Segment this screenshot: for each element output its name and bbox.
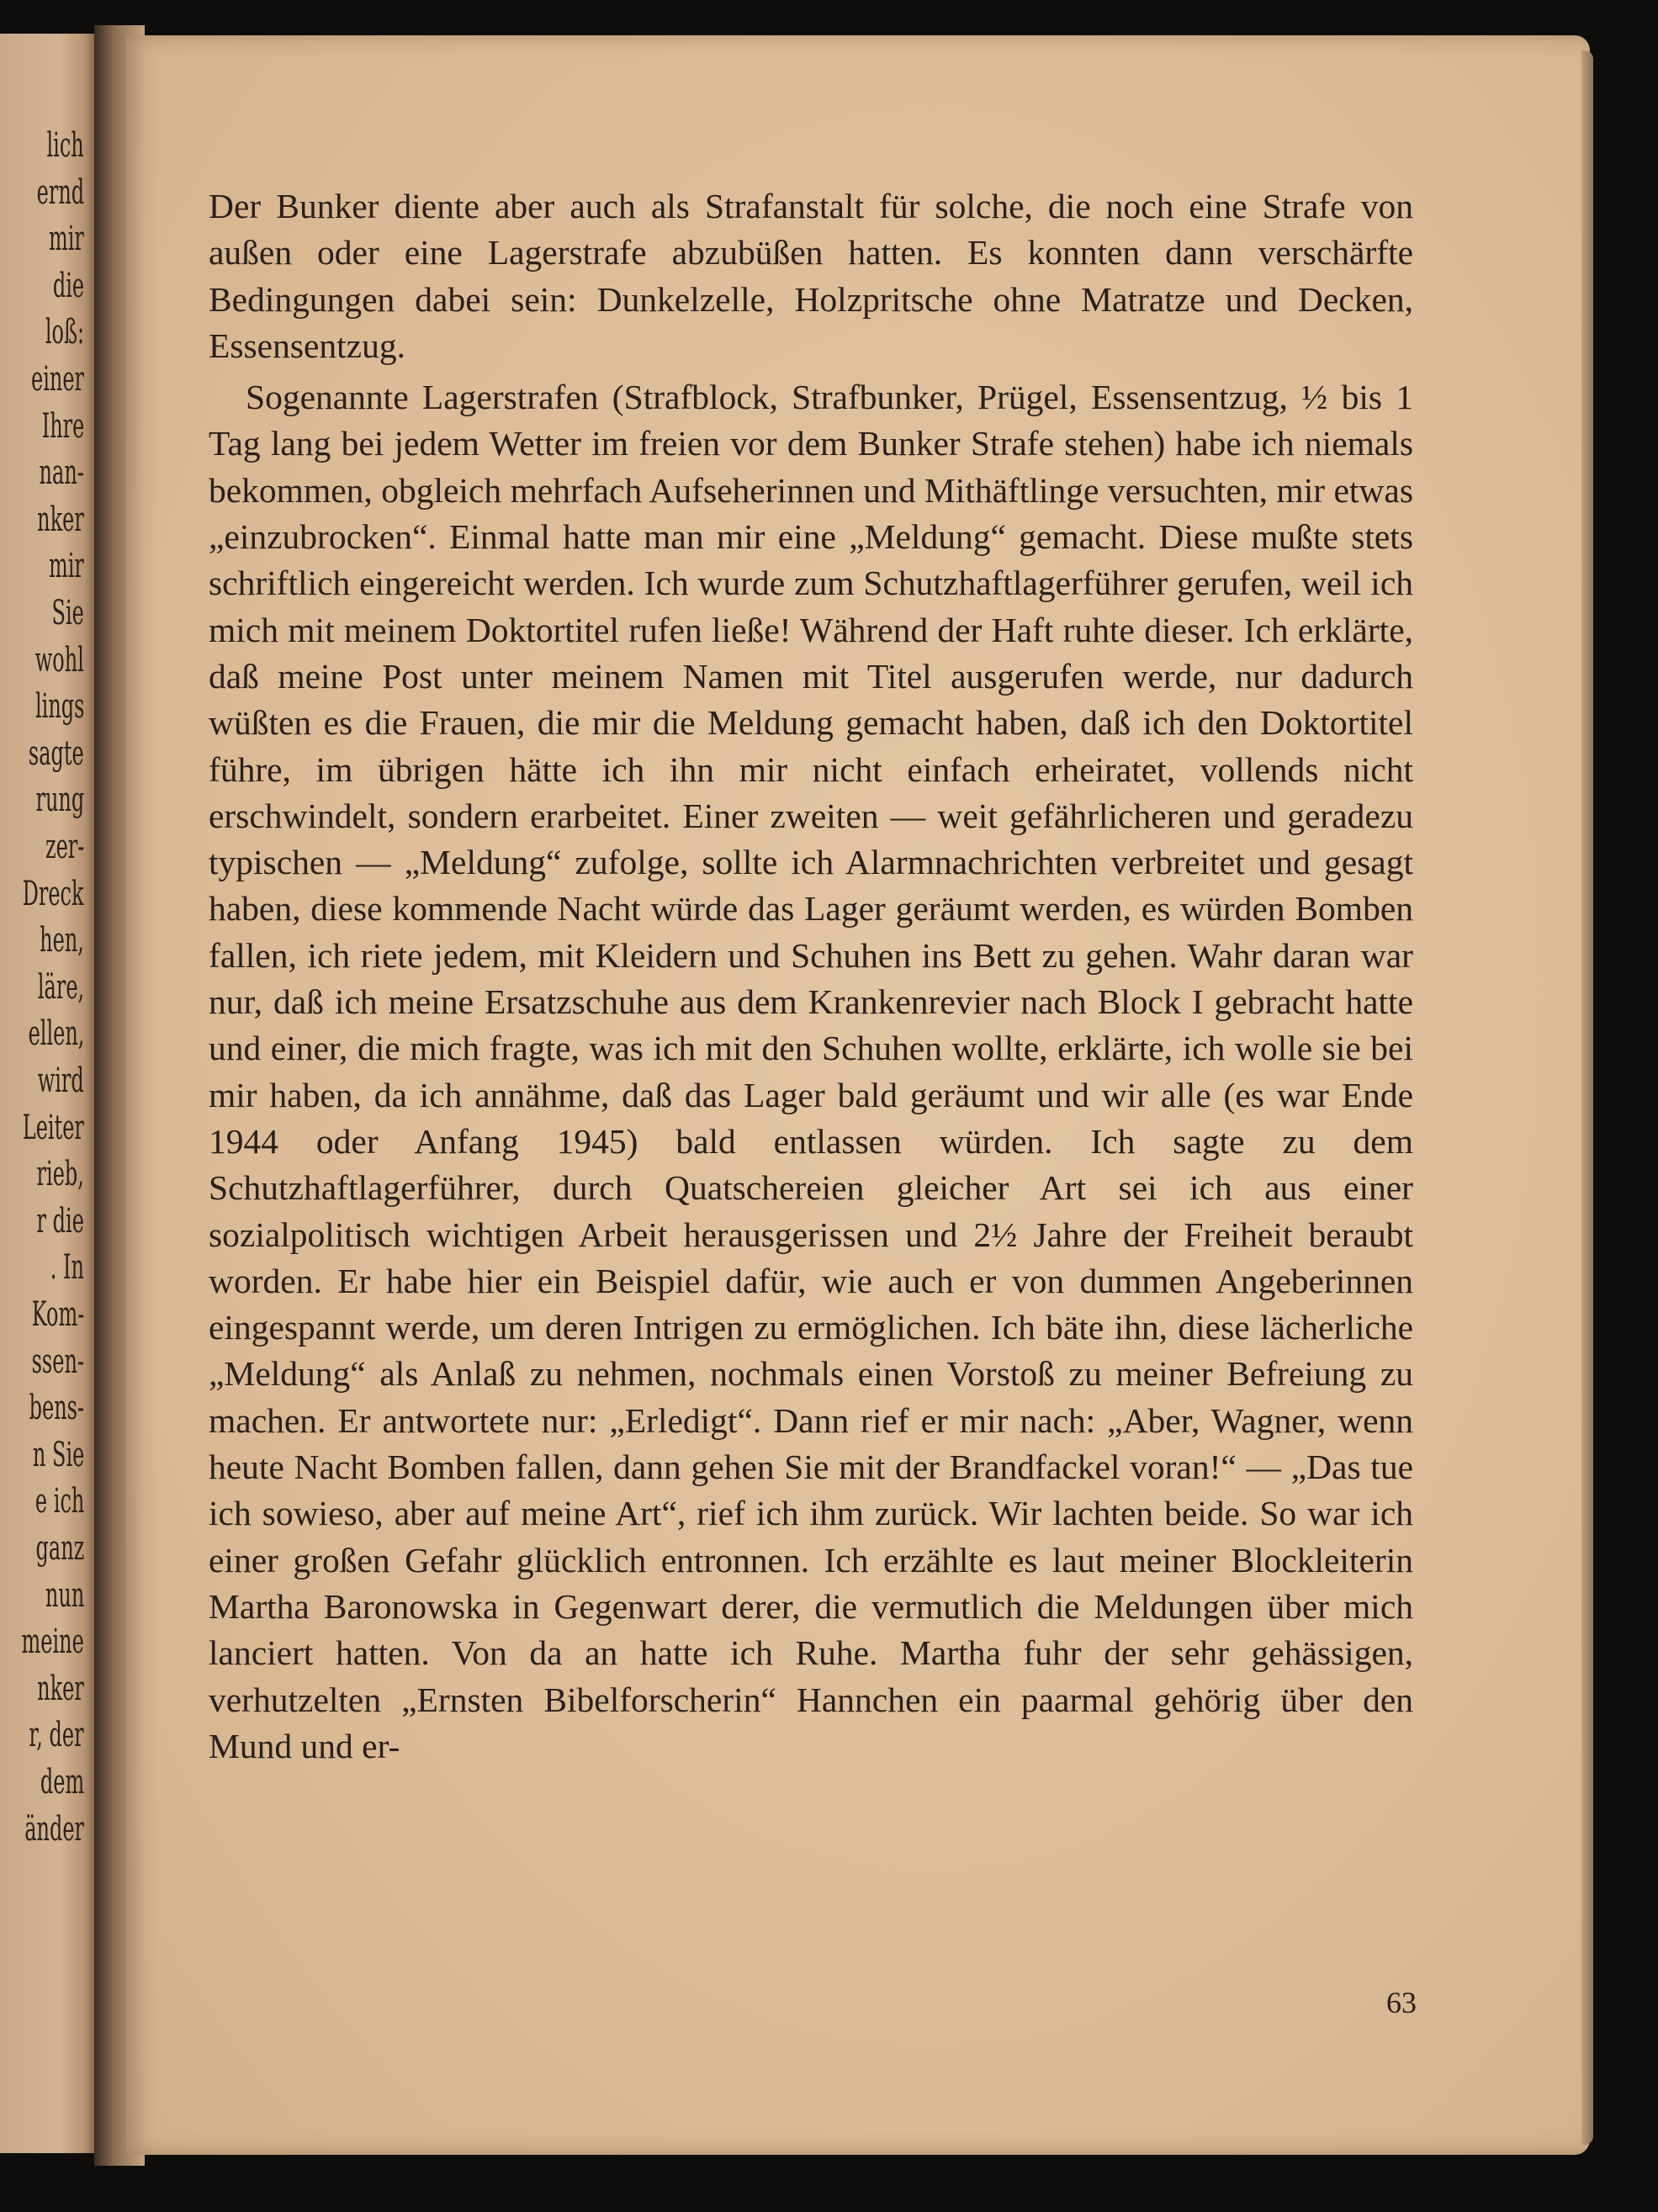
paragraph-2: Sogenannte Lagerstrafen (Strafblock, Strafbunker, Prügel, Essensentzug, ½ bis 1 Tag lang bei jedem Wetter im freien vor dem Bunker Strafe stehen) habe ich niemals bekommen, obgleich mehrfach Aufseherinnen und Mithäftlinge versuchten, mir etwas „einzubrocken“. Einmal hatte man mir eine „Meldung“ gemacht. Diese mußte stets schriftlich eingereicht werden. Ich wurde zum Schutzhaftlagerführer gerufen, weil ich mich mit meinem Doktortitel rufen ließe! Während der Haft ruhte dieser. Ich erklärte, daß meine Post unter meinem Namen mit Titel ausgerufen werde, nur dadurch wüßten es die Frauen, die mir die Meldung gemacht haben, daß ich den Doktortitel führe, im übrigen hätte ich ihn mir nicht einfach erheiratet, vollends nicht erschwindelt, sondern erarbeitet. Einer zweiten — weit gefährlicheren und geradezu typischen — „Meldung“ zufolge, sollte ich Alarmnachrichten verbreitet und gesagt haben, diese kommende Nacht würde das Lager geräumt werden, es würden Bomben fallen, ich riete jedem, mit Kleidern und Schuhen ins Bett zu gehen. Wahr daran war nur, daß ich meine Ersatzschuhe aus dem Krankenrevier nach Block I gebracht hatte und einer, die mich fragte, was ich mit den Schuhen wollte, erklärte, ich wolle sie bei mir haben, da ich annähme, daß das Lager bald geräumt und wir alle (es war Ende 1944 oder Anfang 1945) bald entlassen würden. Ich sagte zu dem Schutzhaftlagerführer, durch Quatschereien gleicher Art sei ich aus einer sozialpolitisch wichtigen Arbeit herausgerissen und 2½ Jahre der Freiheit beraubt worden. Er habe hier ein Beispiel dafür, wie auch er von dummen Angeberinnen eingespannt werde, um deren Intrigen zu ermöglichen. Ich bäte ihn, diese lächerliche „Meldung“ als Anlaß zu nehmen, nochmals einen Vorstoß zu meiner Befreiung zu machen. Er antwortete nur: „Erledigt“. Dann rief er mir nach: „Aber, Wagner, wenn heute Nacht Bomben fallen, dann gehen Sie mit der Brandfackel voran!“ — „Das tue ich sowieso, aber auf meine Art“, rief ich ihm zurück. Wir lachten beide. So war ich einer großen Gefahr glücklich entronnen. Ich erzählte es laut meiner Blockleiterin Martha Baronowska in Gegenwart derer, die vermutlich die Meldungen über mich lanciert hatten. Von da an hatte ich Ruhe. Martha fuhr der sehr gehässigen, verhutzelten „Ernsten Bibelforscherin“ Hannchen ein paarmal gehörig über den Mund und er- — [209, 378, 1413, 1765]
previous-page-fragment: ssen- — [31, 1341, 84, 1381]
previous-page-fragment: hen, — [40, 921, 84, 960]
previous-page-fragment: . In — [50, 1248, 84, 1288]
previous-page-fragment: mir — [49, 547, 84, 586]
previous-page-fragment: läre, — [37, 967, 84, 1007]
previous-page-fragment: r die — [36, 1201, 84, 1241]
previous-page-fragment: loß: — [45, 313, 84, 352]
previous-page-fragment: zer- — [45, 828, 84, 866]
previous-page-fragment: Dreck — [23, 874, 84, 913]
previous-page-fragment: r, der — [29, 1716, 84, 1755]
previous-page-fragment: Ihre — [41, 406, 84, 446]
previous-page-fragment: lings — [34, 687, 84, 727]
previous-page-fragment: nker — [37, 500, 84, 539]
paragraph-1: Der Bunker diente aber auch als Strafanstalt für solche, die noch eine Strafe von außen oder eine Lagerstrafe abzubüßen hatten. Es konnten dann verschärfte Bedingungen dabei sein: Dunkelzelle, Holzpritsche ohne Matratze und Decken, Essensentzug. — [209, 187, 1413, 365]
previous-page-fragment: ganz — [35, 1529, 84, 1568]
previous-page-fragment: ernd — [36, 172, 84, 212]
previous-page-fragment: nun — [45, 1575, 84, 1615]
previous-page-fragment: ellen, — [28, 1014, 84, 1054]
previous-page-fragment: Leiter — [22, 1108, 84, 1147]
previous-page-fragment: n Sie — [32, 1435, 84, 1474]
previous-page-fragment: nker — [37, 1669, 84, 1708]
previous-page-fragment: e ich — [34, 1482, 84, 1521]
previous-page-fragment: einer — [30, 360, 84, 399]
previous-page-fragment: die — [52, 266, 84, 305]
page-text — [209, 183, 1413, 1770]
previous-page-fragment: meine — [21, 1622, 84, 1662]
previous-page-fragment: nan- — [39, 453, 84, 493]
previous-page-fragment: wohl — [34, 640, 84, 680]
previous-page-edge — [0, 34, 99, 2153]
previous-page-fragment: bens- — [29, 1389, 84, 1428]
previous-page-fragment: Kom- — [31, 1295, 84, 1334]
previous-page-fragment: mir — [49, 220, 84, 259]
previous-page-fragment: Sie — [51, 594, 84, 632]
previous-page-fragment: rung — [35, 781, 84, 820]
previous-page-fragment: sagte — [29, 733, 84, 773]
page-number: 63 — [1386, 1986, 1417, 2019]
previous-page-fragment: änder — [24, 1809, 84, 1849]
previous-page-fragment: lich — [46, 126, 84, 165]
page-edge — [1581, 50, 1593, 2145]
previous-page-fragment: wird — [37, 1061, 84, 1100]
previous-page-fragment: rieb, — [36, 1155, 84, 1194]
previous-page-fragment: dem — [40, 1763, 84, 1802]
